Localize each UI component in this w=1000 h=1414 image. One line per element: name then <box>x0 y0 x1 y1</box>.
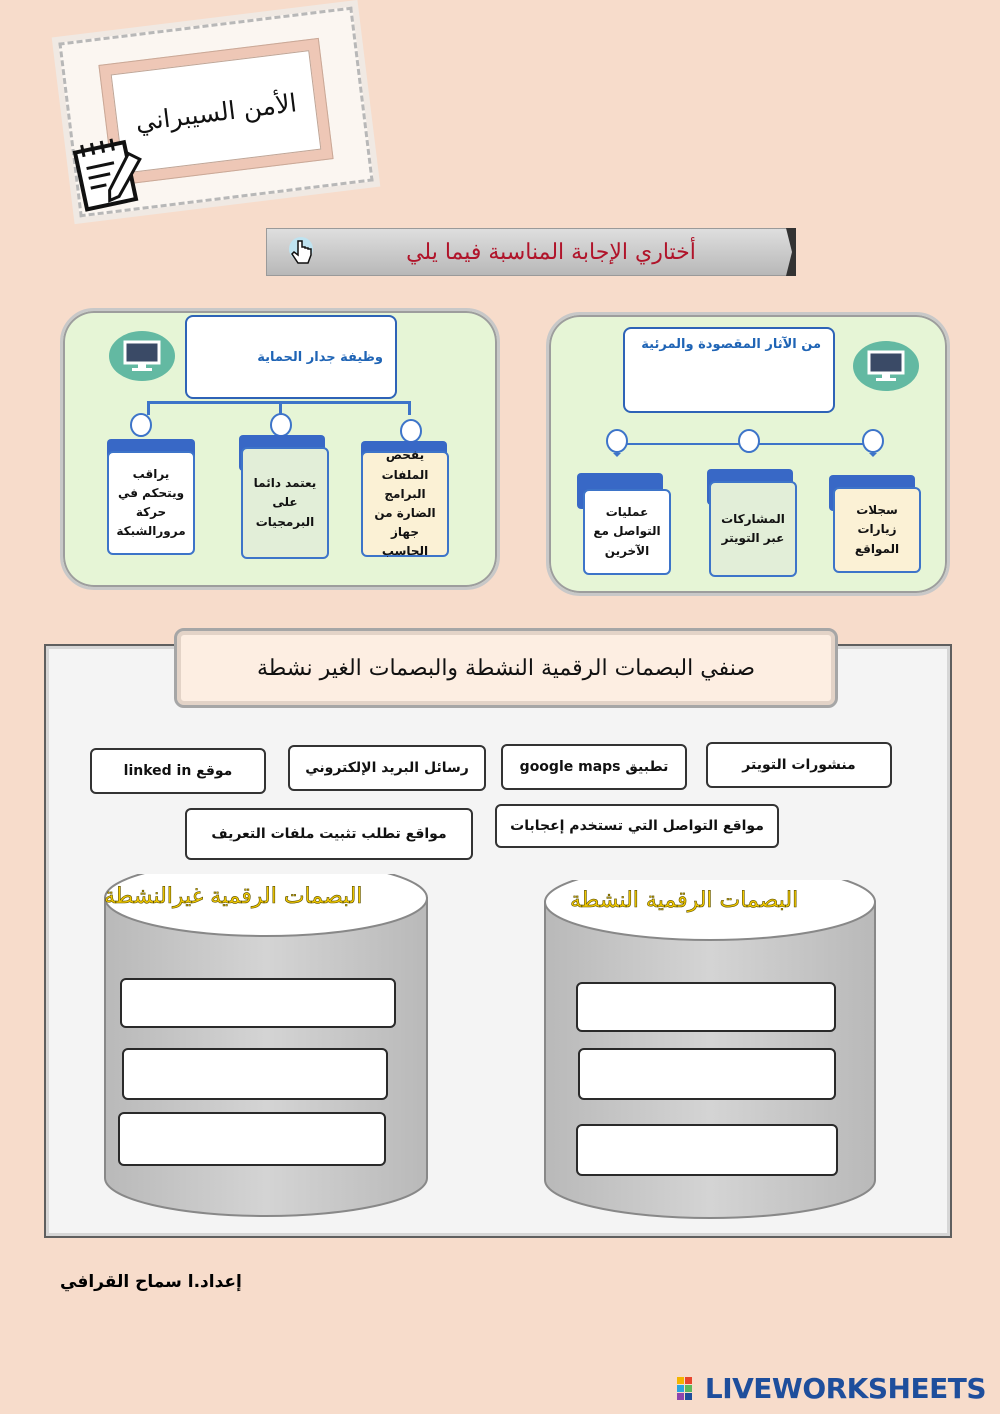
monitor-icon <box>853 341 919 391</box>
drop-slot[interactable] <box>122 1048 388 1100</box>
drop-slot[interactable] <box>576 1124 838 1176</box>
connector-line <box>408 401 411 415</box>
answer-bulb-icon <box>129 413 153 441</box>
inactive-cylinder <box>102 874 430 1218</box>
option-card[interactable]: عمليات التواصل مع الآخرين <box>583 489 671 575</box>
drop-slot[interactable] <box>578 1048 836 1100</box>
instruction-banner <box>266 228 796 276</box>
option-card[interactable]: يفحص الملفات البرامج الضارة من جهاز الحاسب <box>361 451 449 557</box>
answer-bulb-icon <box>605 429 629 457</box>
author-credit: إعداد.ا سماح القرافي <box>60 1272 242 1292</box>
drag-chip[interactable]: رسائل البريد الإلكتروني <box>288 745 486 791</box>
instruction-text: أختاري الإجابة المناسبة فيما يلي <box>406 239 696 265</box>
answer-bulb-icon <box>737 429 761 457</box>
option-card[interactable]: سجلات زيارات المواقع <box>833 487 921 573</box>
active-label: البصمات الرقمية النشطة <box>570 888 799 913</box>
liveworksheets-logo <box>677 1372 986 1405</box>
question-prompt: وظيفة جدار الحماية <box>185 315 397 399</box>
drop-slot[interactable] <box>118 1112 386 1166</box>
option-card[interactable]: يراقب ويتحكم في حركة مرورالشبكة <box>107 451 195 555</box>
drag-chip[interactable]: موقع linked in <box>90 748 266 794</box>
option-card[interactable]: المشاركات عبر التويتر <box>709 481 797 577</box>
drag-chip[interactable]: منشورات التويتر <box>706 742 892 788</box>
drag-chip[interactable]: مواقع التواصل التي تستخدم إعجابات <box>495 804 779 848</box>
brand-text: LIVEWORKSHEETS <box>704 1372 986 1405</box>
monitor-icon <box>109 331 175 381</box>
drop-slot[interactable] <box>120 978 396 1028</box>
drop-slot[interactable] <box>576 982 836 1032</box>
logo-blocks-icon <box>677 1377 701 1401</box>
classify-title: صنفي البصمات الرقمية النشطة والبصمات الغير نشطة <box>174 628 838 708</box>
answer-bulb-icon <box>861 429 885 457</box>
notepad-pencil-icon <box>65 129 153 217</box>
question-panel-left <box>60 308 500 590</box>
banner-cap <box>786 228 796 276</box>
page-title: الأمن السيبراني <box>111 50 322 174</box>
option-card[interactable]: يعتمد دائما على البرمجيات <box>241 447 329 559</box>
drag-chip[interactable]: تطبيق google maps <box>501 744 687 790</box>
question-prompt: من الآثار المقصودة والمرئية <box>623 327 835 413</box>
inactive-label: البصمات الرقمية غيرالنشطة <box>104 884 363 909</box>
pointer-hand-icon <box>285 235 319 269</box>
drag-chip[interactable]: مواقع تطلب تثبيت ملفات التعريف <box>185 808 473 860</box>
question-panel-right <box>546 312 950 596</box>
